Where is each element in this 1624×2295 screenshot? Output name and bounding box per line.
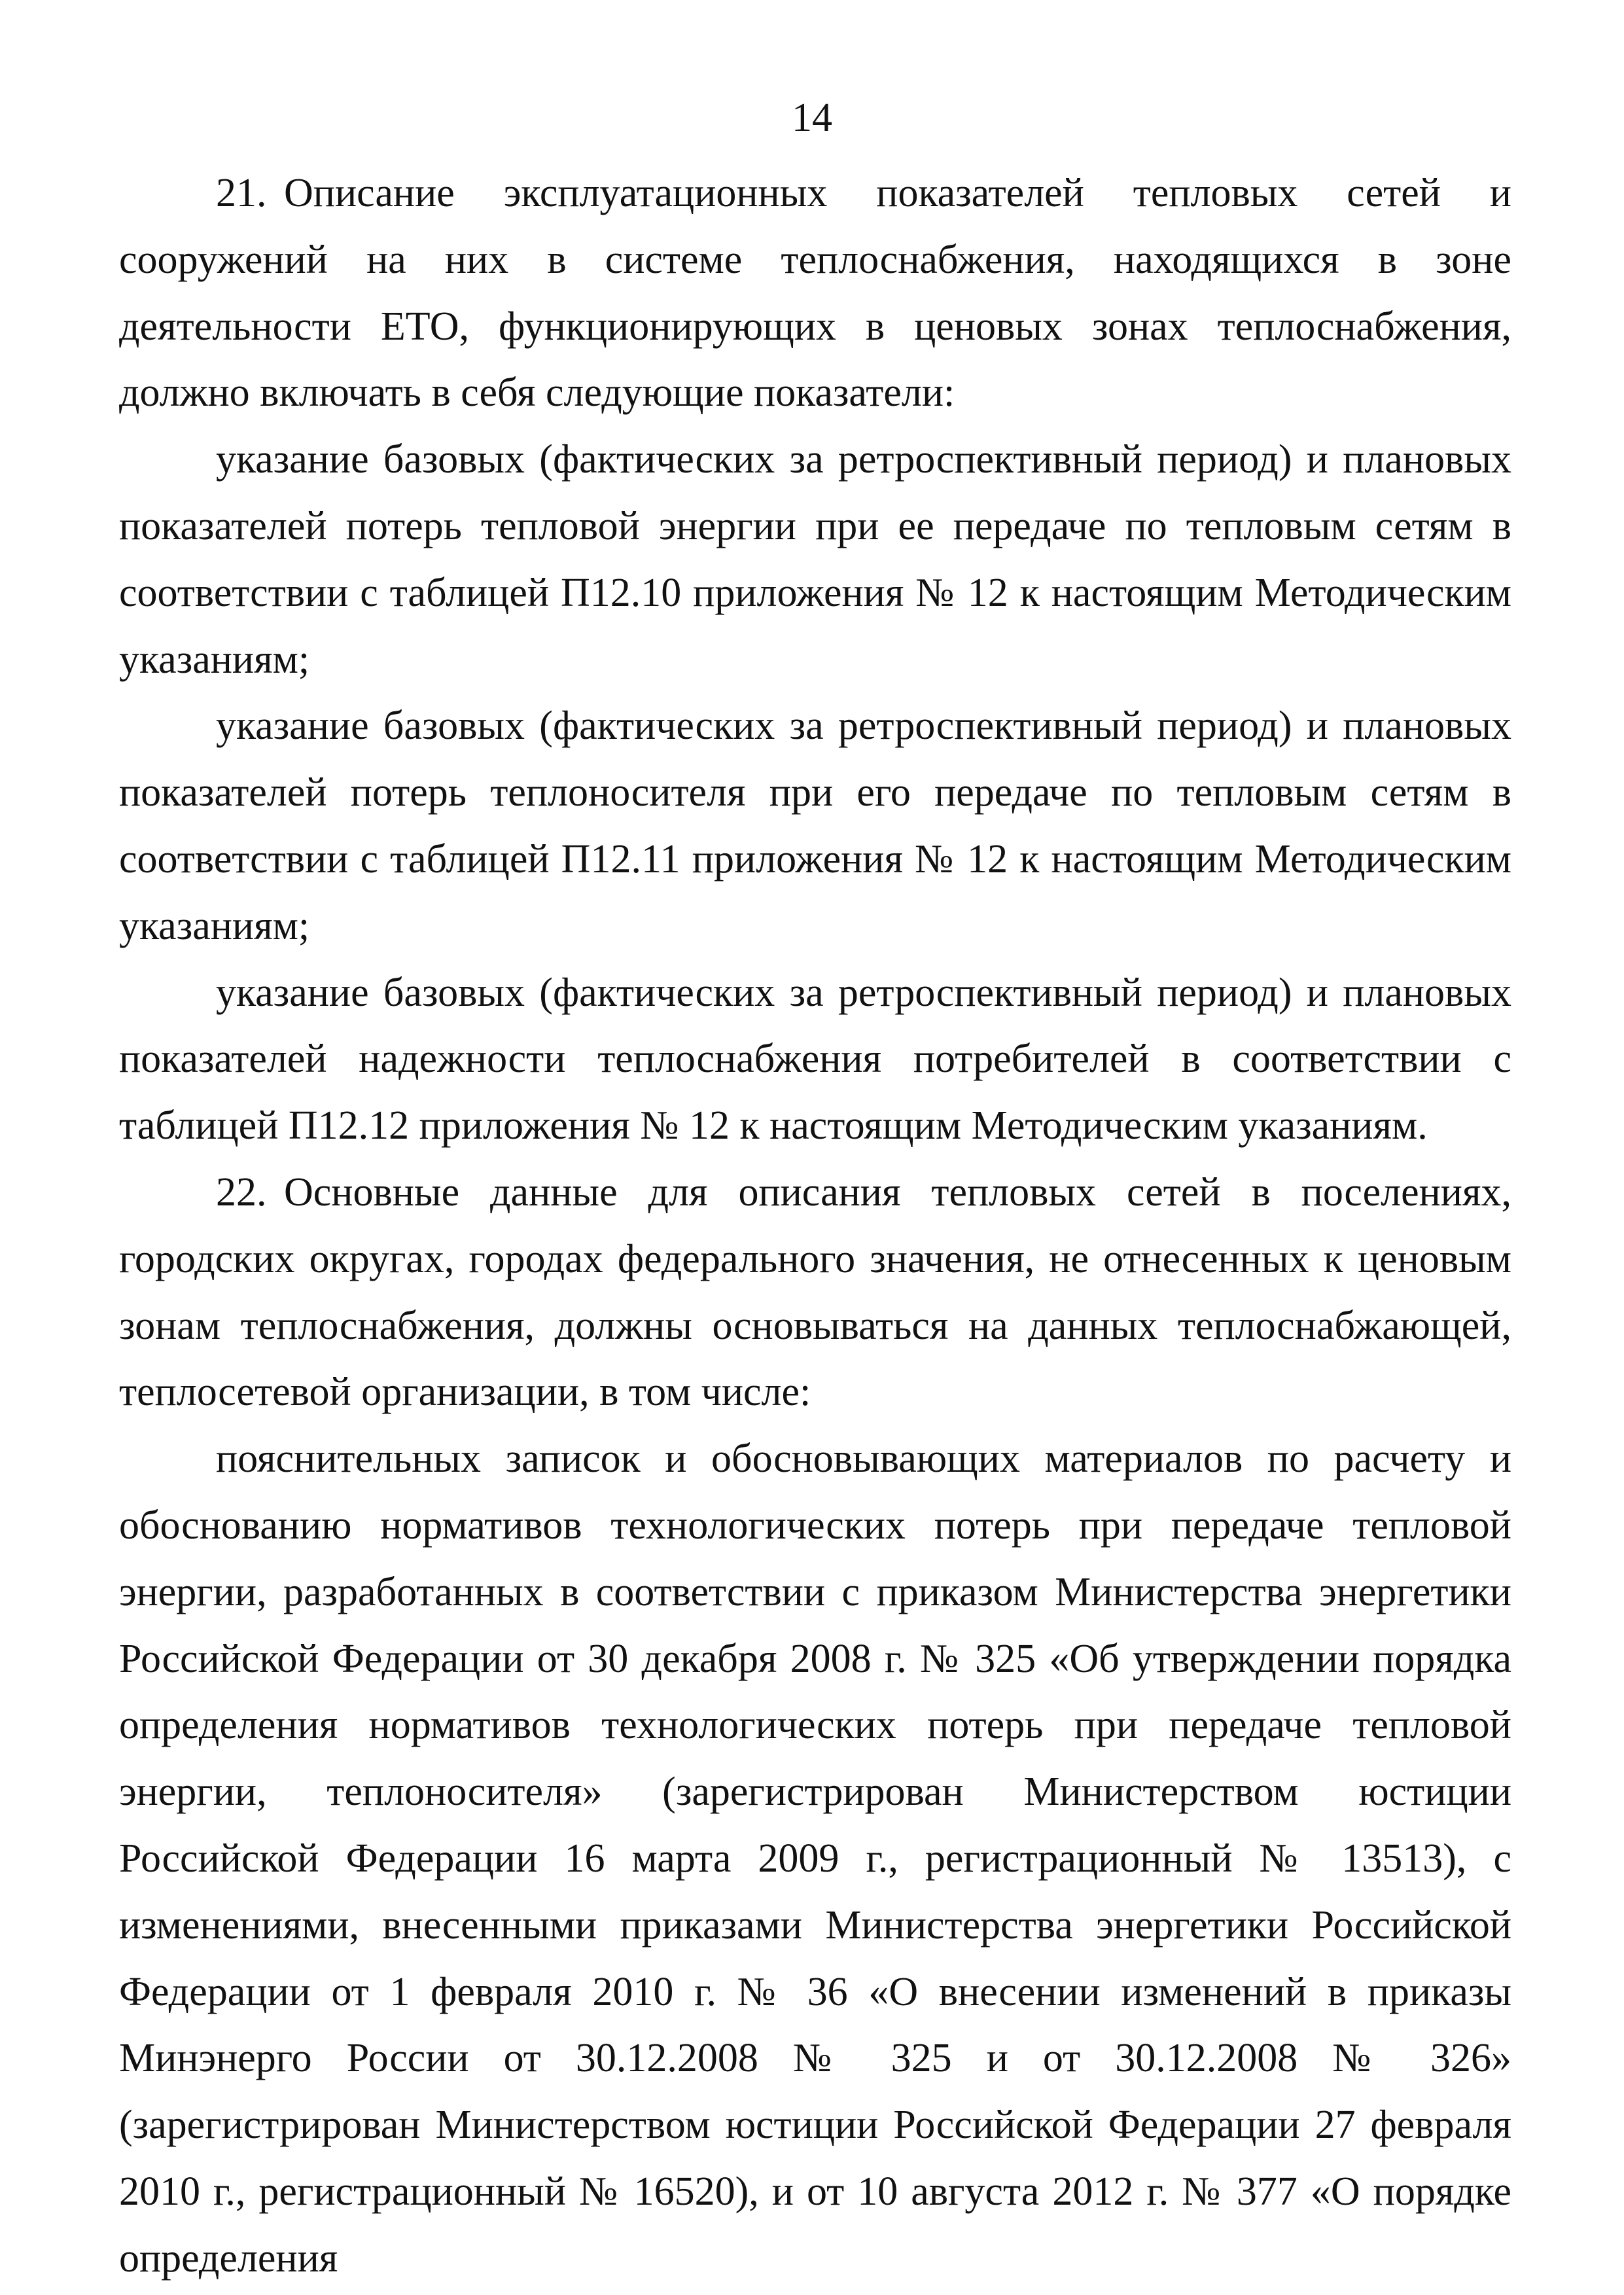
paragraph-number: 21. [216, 171, 267, 215]
paragraph-text: указание базовых (фактических за ретроспективный период) и плановых показателей надежности теплоснабжения потребителей в соответствии с таблицей П12.12 приложения № 12 к настоящим Методическим указаниям. [119, 970, 1511, 1148]
page-number: 14 [792, 96, 832, 140]
paragraph-21 [119, 160, 1511, 427]
paragraph-explanatory-notes [119, 1426, 1511, 2292]
paragraph-text: Описание эксплуатационных показателей тепловых сетей и сооружений на них в системе теплоснабжения, находящихся в зоне деятельности ЕТО, функционирующих в ценовых зонах теплоснабжения, должно включать в себя следующие показатели: [119, 171, 1511, 416]
paragraph-text: Основные данные для описания тепловых сетей в поселениях, городских округах, городах федерального значения, не отнесенных к ценовым зонам теплоснабжения, должны основываться на данных теплоснабжающей, теплосетевой организации, в том числе: [119, 1169, 1511, 1415]
paragraph-text: указание базовых (фактических за ретроспективный период) и плановых показателей потерь теплоносителя при его передаче по тепловым сетям в соответствии с таблицей П12.11 приложения № 12 к настоящим Методическим указаниям; [119, 703, 1511, 948]
paragraph-text: указание базовых (фактических за ретроспективный период) и плановых показателей потерь тепловой энергии при ее передаче по тепловым сетям в соответствии с таблицей П12.10 приложения № 12 к настоящим Методическим указаниям; [119, 437, 1511, 682]
paragraph-number: 22. [216, 1169, 267, 1215]
paragraph-text: пояснительных записок и обосновывающих материалов по расчету и обоснованию нормативов технологических потерь при передаче тепловой энергии, разработанных в соответствии с приказом Министерства энергетики Российской Федерации от 30 декабря 2008 г. № 325 «Об утверждении порядка определения нормативов технологических потерь при передаче тепловой энергии, теплоносителя» (зарегистрирован Министерством юстиции Российской Федерации 16 марта 2009 г., регистрационный № 13513), с изменениями, внесенными приказами Министерства энергетики Российской Федерации от 1 февраля 2010 г. № 36 «О внесении изменений в приказы Минэнерго России от 30.12.2008 № 325 и от 30.12.2008 № 326» (зарегистрирован Министерством юстиции Российской Федерации 27 февраля 2010 г., регистрационный № 16520), и от 10 августа 2012 г. № 377 «О порядке определения [119, 1436, 1511, 2281]
paragraph-coolant-loss [119, 693, 1511, 959]
document-body [119, 160, 1511, 2292]
paragraph-reliability [119, 960, 1511, 1160]
paragraph-22 [119, 1160, 1511, 1426]
paragraph-heat-loss [119, 427, 1511, 693]
